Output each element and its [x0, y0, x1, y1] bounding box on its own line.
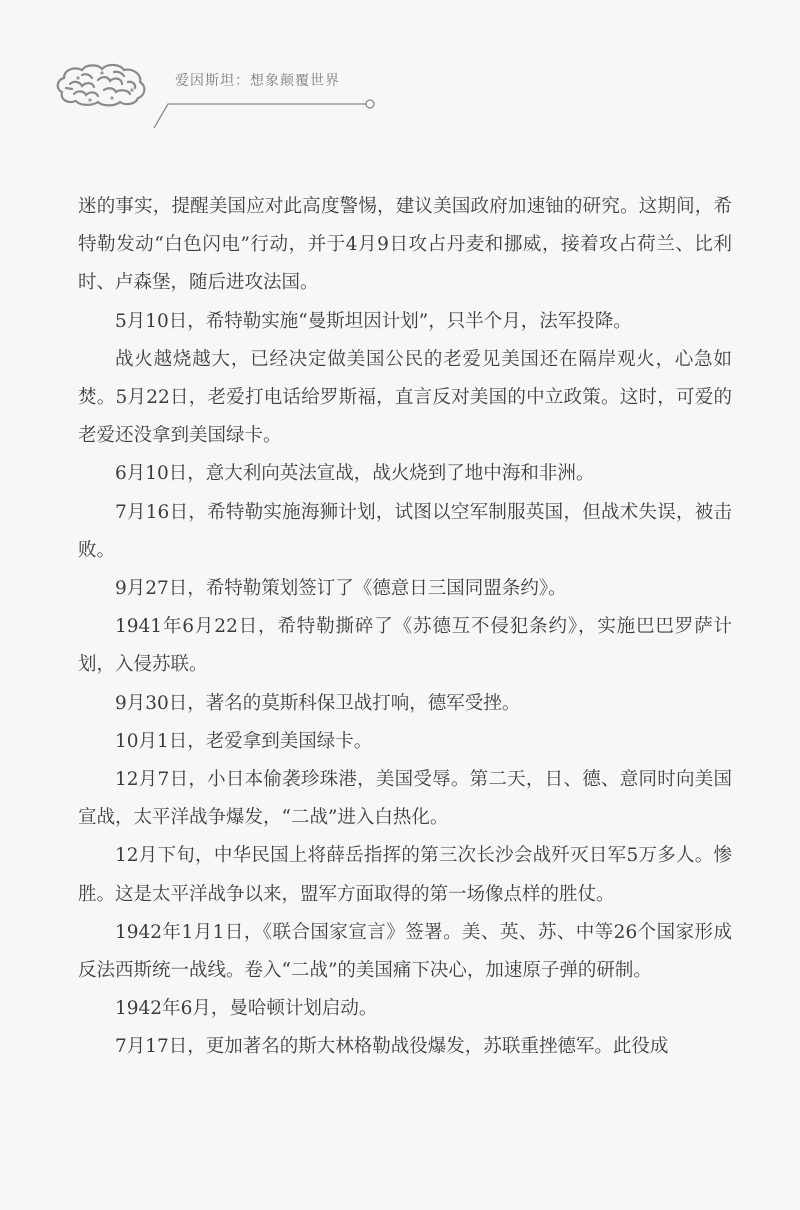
paragraph: 5月10日，希特勒实施“曼斯坦因计划”，只半个月，法军投降。 [115, 310, 632, 332]
paragraph: 1942年1月1日，《联合国家宣言》签署。美、英、苏、中等26个国家形成反法西斯统一战线。卷入“二战”的美国痛下决心，加速原子弹的研制。 [78, 921, 732, 982]
paragraph: 7月16日，希特勒实施海狮计划，试图以空军制服英国，但战术失误，被击败。 [78, 501, 732, 561]
paragraph: 7月17日，更加著名的斯大林格勒战役爆发，苏联重挫德军。此役成 [115, 1036, 669, 1058]
paragraph: 9月27日，希特勒策划签订了《德意日三国同盟条约》。 [115, 578, 567, 600]
header-title: 爱因斯坦：想象颠覆世界 [175, 73, 340, 89]
paragraph: 1942年6月，曼哈顿计划启动。 [115, 998, 378, 1020]
paragraph: 迷的事实，提醒美国应对此高度警惕，建议美国政府加速铀的研究。这期间，希特勒发动“白色闪电”行动，并于4月9日攻占丹麦和挪威，接着攻占荷兰、比利时、卢森堡，随后进攻法国。 [78, 196, 732, 294]
running-header [52, 48, 372, 118]
paragraph: 战火越烧越大，已经决定做美国公民的老爱见美国还在隔岸观火，心急如焚。5月22日，老爱打电话给罗斯福，直言反对美国的中立政策。这时，可爱的老爱还没拿到美国绿卡。 [78, 348, 732, 447]
paragraph: 1941年6月22日，希特勒撕碎了《苏德互不侵犯条约》，实施巴巴罗萨计划，入侵苏联。 [78, 616, 732, 676]
paragraph: 12月7日，小日本偷袭珍珠港，美国受辱。第二天，日、德、意同时向美国宣战，太平洋战争爆发，“二战”进入白热化。 [78, 769, 732, 829]
paragraph: 6月10日，意大利向英法宣战，战火烧到了地中海和非洲。 [115, 463, 595, 485]
paragraph: 9月30日，著名的莫斯科保卫战打响，德军受挫。 [115, 692, 521, 714]
paragraph: 10月1日，老爱拿到美国绿卡。 [115, 730, 373, 752]
header-rule [148, 90, 378, 130]
paragraph: 12月下旬，中华民国上将薛岳指挥的第三次长沙会战歼灭日军5万多人。惨胜。这是太平洋战争以来，盟军方面取得的第一场像点样的胜仗。 [78, 845, 732, 905]
brain-icon [52, 60, 152, 110]
body-text [78, 188, 732, 1067]
